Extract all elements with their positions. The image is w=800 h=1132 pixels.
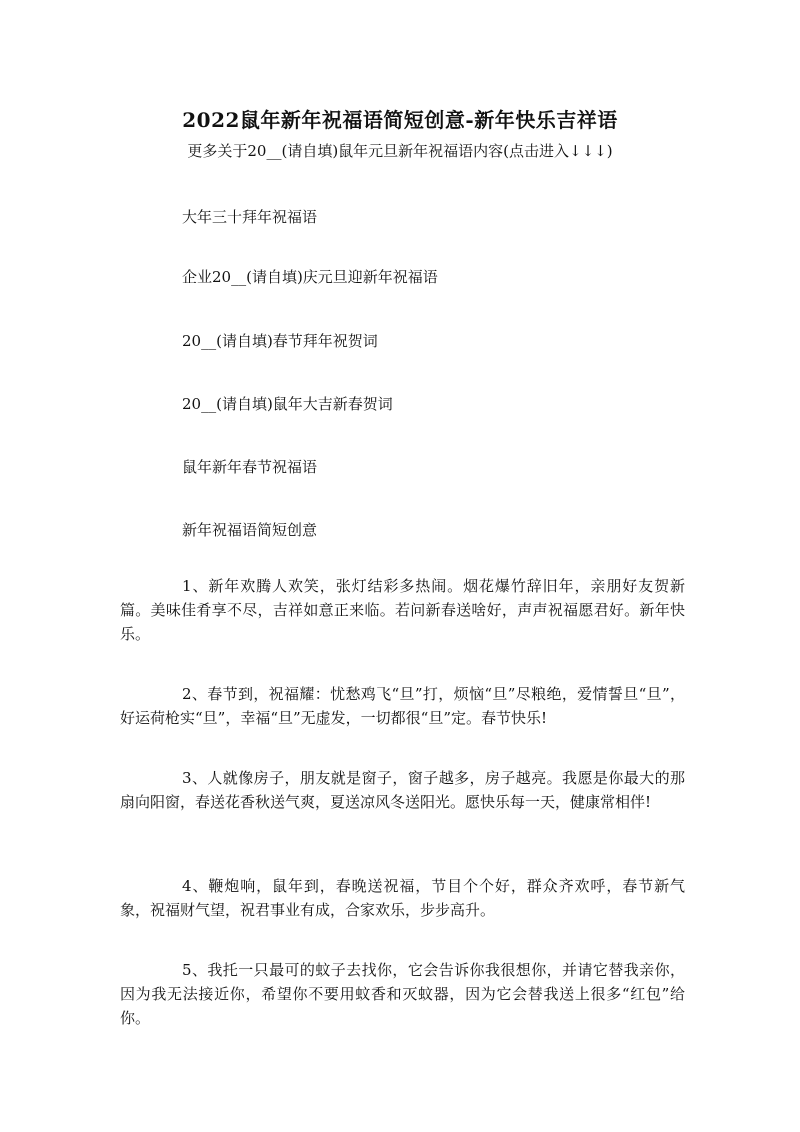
paragraph: 1、新年欢腾人欢笑，张灯结彩多热闹。烟花爆竹辞旧年，亲朋好友贺新篇。美味佳肴享不尽，吉祥如意正来临。若问新春送啥好，声声祝福愿君好。新年快乐。 — [120, 577, 685, 643]
document-title: 2022鼠年新年祝福语简短创意-新年快乐吉祥语 — [182, 108, 618, 132]
link-item[interactable]: 20__(请自填)鼠年大吉新春贺词 — [182, 395, 393, 413]
document-subtitle[interactable]: 更多关于20__(请自填)鼠年元旦新年祝福语内容(点击进入↓↓↓) — [187, 142, 613, 160]
link-item[interactable]: 20__(请自填)春节拜年祝贺词 — [182, 332, 378, 350]
link-item[interactable]: 大年三十拜年祝福语 — [182, 208, 318, 226]
paragraph: 2、春节到，祝福耀：忧愁鸡飞“旦”打，烦恼“旦”尽粮绝，爱情誓旦“旦”，好运荷枪实“旦”，幸福“旦”无虚发，一切都很“旦”定。春节快乐! — [120, 685, 685, 727]
link-item[interactable]: 新年祝福语简短创意 — [182, 521, 318, 539]
paragraph: 3、人就像房子，朋友就是窗子，窗子越多，房子越亮。我愿是你最大的那扇向阳窗，春送花香秋送气爽，夏送凉风冬送阳光。愿快乐每一天，健康常相伴! — [120, 769, 685, 811]
link-item[interactable]: 鼠年新年春节祝福语 — [182, 458, 318, 476]
paragraph: 4、鞭炮响，鼠年到，春晚送祝福，节目个个好，群众齐欢呼，春节新气象，祝福财气望，祝君事业有成，合家欢乐，步步高升。 — [120, 877, 685, 919]
link-item[interactable]: 企业20__(请自填)庆元旦迎新年祝福语 — [182, 268, 438, 286]
paragraph: 5、我托一只最可的蚊子去找你，它会告诉你我很想你，并请它替我亲你，因为我无法接近你，希望你不要用蚊香和灭蚊器，因为它会替我送上很多“红包”给你。 — [120, 961, 685, 1027]
